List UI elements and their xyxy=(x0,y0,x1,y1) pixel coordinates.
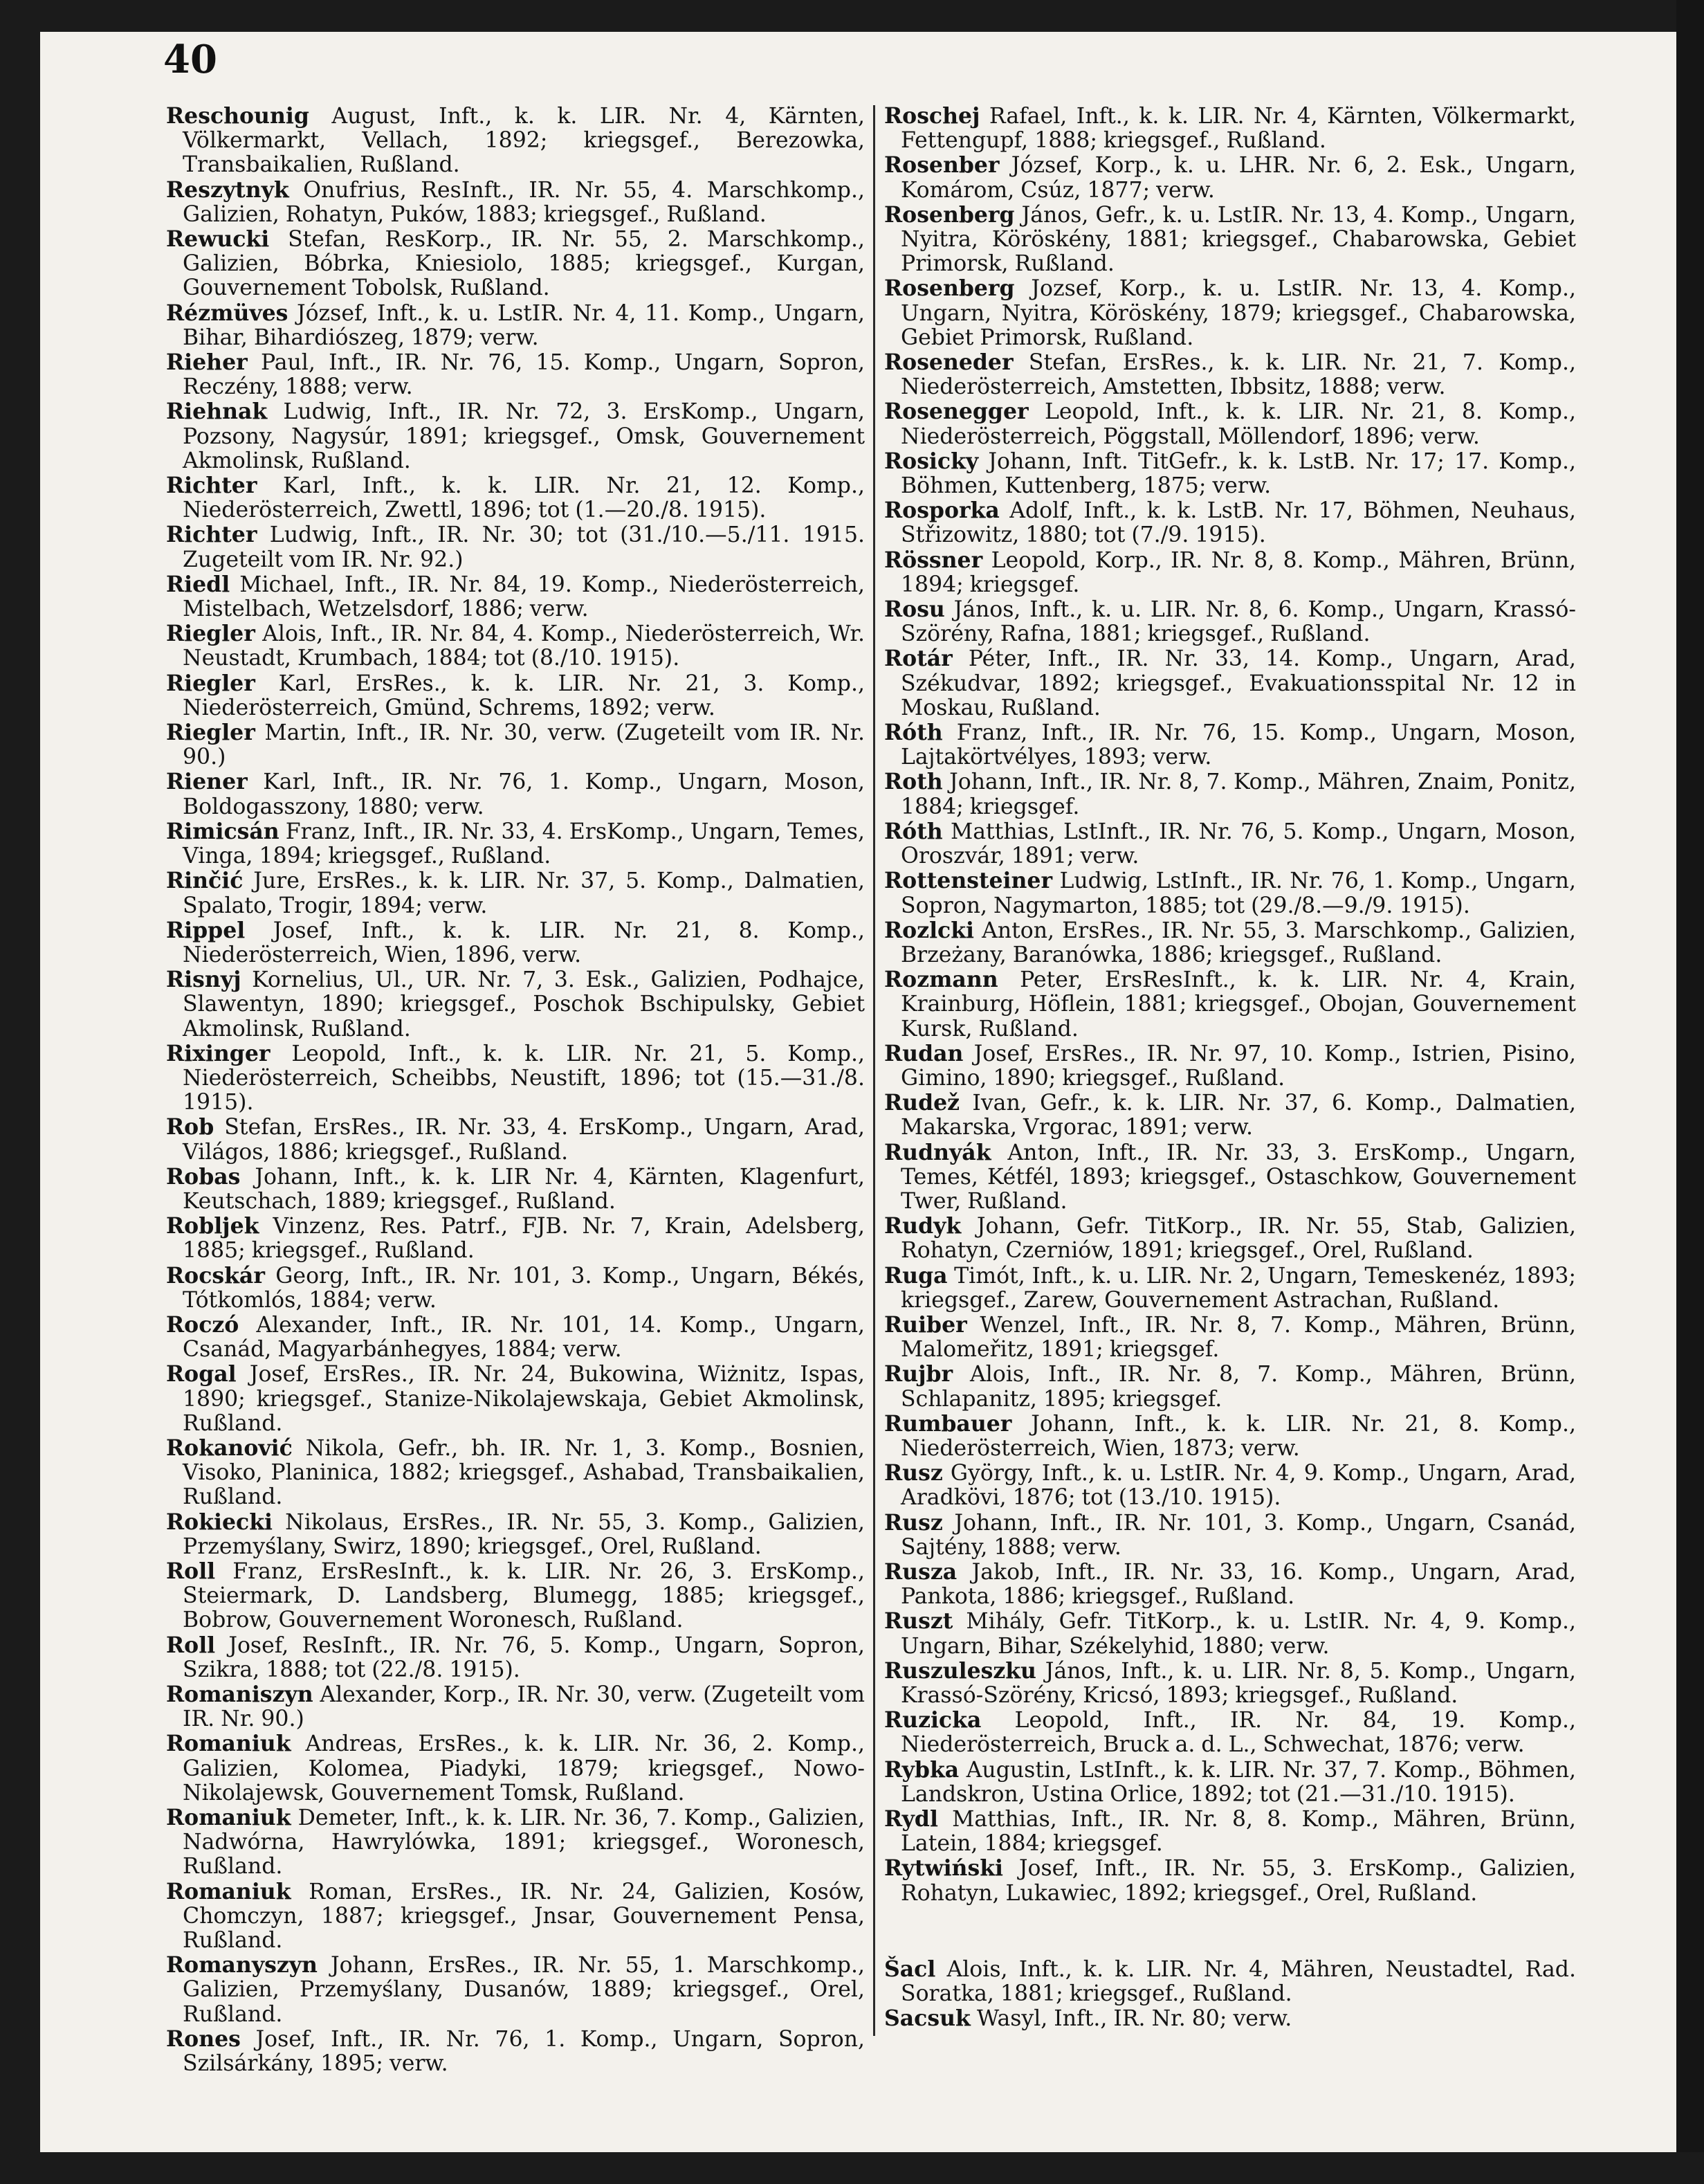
entry-details: Johann, Gefr. TitKorp., IR. Nr. 55, Stab, Galizien, Rohatyn, Czerniów, 1891; kriegsgef., Orel, Rußland. xyxy=(901,1214,1576,1264)
entry-details: Ludwig, Inft., IR. Nr. 30; tot (31./10.—5./11. 1915. Zugeteilt vom IR. Nr. 92.) xyxy=(183,522,865,572)
entry-surname: Richter xyxy=(166,522,257,548)
register-entry xyxy=(166,1880,865,1954)
register-entry xyxy=(166,770,865,819)
scan-border-right xyxy=(1676,0,1704,2184)
entry-details: Karl, Inft., k. k. LIR. Nr. 21, 12. Komp., Niederösterreich, Zwettl, 1896; tot (1.—20./8. 1915). xyxy=(183,473,865,523)
register-entry xyxy=(884,399,1576,448)
entry-details: Andreas, ErsRes., k. k. LIR. Nr. 36, 2. Komp., Galizien, Kolomea, Piadyki, 1879; kriegsgef., Nowo-Nikolajewsk, Gouvernement Tomsk, Rußland. xyxy=(183,1731,865,1805)
entry-surname: Riedl xyxy=(166,571,230,597)
entry-details: János, Inft., k. u. LIR. Nr. 8, 5. Komp., Ungarn, Krassó-Szörény, Kricsó, 1893; kriegsgef., Rußland. xyxy=(901,1658,1576,1708)
entry-surname: Šacl xyxy=(884,1956,936,1982)
entry-surname: Rocskár xyxy=(166,1262,265,1289)
register-entry xyxy=(166,227,865,301)
register-entry xyxy=(884,720,1576,770)
entry-details: Franz, ErsResInft., k. k. LIR. Nr. 26, 3. ErsKomp., Steiermark, D. Landsberg, Blumegg, 1885; kriegsgef., Bobrow, Gouvernement Woronesch, Rußland. xyxy=(183,1558,865,1633)
entry-details: Jozsef, Korp., k. u. LstIR. Nr. 13, 4. Komp., Ungarn, Nyitra, Köröskény, 1879; kriegsgef., Chabarowska, Gebiet Primorsk, Rußland. xyxy=(901,276,1576,350)
entry-surname: Roseneder xyxy=(884,349,1014,376)
entry-surname: Riehnak xyxy=(166,399,268,425)
register-entry xyxy=(166,473,865,522)
page-number: 40 xyxy=(163,37,217,82)
entry-details: Kornelius, Ul., UR. Nr. 7, 3. Esk., Galizien, Podhajce, Slawentyn, 1890; kriegsgef., Poschok Bschipulsky, Gebiet Akmolinsk, Rußland. xyxy=(183,967,865,1041)
register-entry xyxy=(166,1165,865,1214)
entry-surname: Roll xyxy=(166,1558,216,1584)
scan-border-bottom xyxy=(0,2152,1704,2184)
entry-surname: Roth xyxy=(884,769,943,795)
entry-details: Péter, Inft., IR. Nr. 33, 14. Komp., Ungarn, Arad, Székudvar, 1892; kriegsgef., Evakuationsspital Nr. 12 in Moskau, Rußland. xyxy=(901,646,1576,720)
entry-surname: Roll xyxy=(166,1632,216,1658)
entry-surname: Rosenberg xyxy=(884,201,1015,228)
scan-border-left xyxy=(0,0,40,2184)
register-entry xyxy=(166,2027,865,2076)
register-entry xyxy=(166,671,865,720)
entry-details: Alois, Inft., k. k. LIR. Nr. 4, Mähren, Neustadtel, Rad. Soratka, 1881; kriegsgef., Rußland. xyxy=(901,1956,1576,2007)
entry-surname: Rotár xyxy=(884,646,953,672)
entry-details: Franz, Inft., IR. Nr. 33, 4. ErsKomp., Ungarn, Temes, Vinga, 1894; kriegsgef., Rußland. xyxy=(183,819,865,869)
entry-details: Alois, Inft., IR. Nr. 8, 7. Komp., Mähren, Brünn, Schlapanitz, 1895; kriegsgef. xyxy=(901,1362,1576,1412)
entry-details: Alexander, Inft., IR. Nr. 101, 14. Komp., Ungarn, Csanád, Magyarbánhegyes, 1884; verw. xyxy=(183,1312,865,1363)
entry-details: Ludwig, LstInft., IR. Nr. 76, 1. Komp., Ungarn, Sopron, Nagymarton, 1885; tot (29./8.—9./9. 1915). xyxy=(901,868,1576,918)
entry-details: Michael, Inft., IR. Nr. 84, 19. Komp., Niederösterreich, Mistelbach, Wetzelsdorf, 1886; verw. xyxy=(183,572,865,622)
entry-details: Jakob, Inft., IR. Nr. 33, 16. Komp., Ungarn, Arad, Pankota, 1886; kriegsgef., Rußland. xyxy=(901,1559,1576,1610)
entry-surname: Rosenegger xyxy=(884,399,1029,425)
entry-details: Anton, ErsRes., IR. Nr. 55, 3. Marschkomp., Galizien, Brzeżany, Baranówka, 1886; kriegsgef., Rußland. xyxy=(901,918,1576,967)
entry-details: Johann, Inft., IR. Nr. 101, 3. Komp., Ungarn, Csanád, Sajtény, 1888; verw. xyxy=(901,1510,1576,1560)
entry-surname: Roschej xyxy=(884,103,980,129)
entry-surname: Risnyj xyxy=(166,967,241,993)
register-entry xyxy=(166,104,865,178)
entry-surname: Róth xyxy=(884,818,943,844)
entry-details: Stefan, ErsRes., k. k. LIR. Nr. 21, 7. Komp., Niederösterreich, Amstetten, Ibbsitz, 1888; verw. xyxy=(901,350,1576,400)
entry-surname: Sacsuk xyxy=(884,2005,971,2032)
entry-surname: Róth xyxy=(884,720,943,746)
entry-surname: Ruiber xyxy=(884,1311,967,1338)
register-entry xyxy=(166,720,865,770)
entry-surname: Romaniszyn xyxy=(166,1682,313,1707)
entry-surname: Romanyszyn xyxy=(166,1952,318,1978)
entry-details: Josef, Inft., IR. Nr. 76, 1. Komp., Ungarn, Sopron, Szilsárkány, 1895; verw. xyxy=(183,2026,865,2077)
entry-surname: Rössner xyxy=(884,547,983,573)
entry-details: Martin, Inft., IR. Nr. 30, verw. (Zugeteilt vom IR. Nr. 90.) xyxy=(183,720,865,770)
entry-details: Alois, Inft., IR. Nr. 84, 4. Komp., Niederösterreich, Wr. Neustadt, Krumbach, 1884; tot (8./10. 1915). xyxy=(183,621,865,671)
entry-details: Anton, Inft., IR. Nr. 33, 3. ErsKomp., Ungarn, Temes, Kétfél, 1893; kriegsgef., Ostaschkow, Gouvernement Twer, Rußland. xyxy=(901,1140,1576,1214)
register-entry xyxy=(166,1682,865,1731)
entry-details: Jure, ErsRes., k. k. LIR. Nr. 37, 5. Komp., Dalmatien, Spalato, Trogir, 1894; verw. xyxy=(183,868,865,918)
register-entry xyxy=(884,967,1576,1041)
entry-details: Nikola, Gefr., bh. IR. Nr. 1, 3. Komp., Bosnien, Visoko, Planinica, 1882; kriegsgef., Ashabad, Transbaikalien, Rußland. xyxy=(183,1435,865,1510)
register-entry xyxy=(166,1362,865,1436)
entry-details: Augustin, LstInft., k. k. LIR. Nr. 37, 7. Komp., Böhmen, Landskron, Ustina Orlice, 1892; tot (21.—31./10. 1915). xyxy=(901,1757,1576,1807)
register-entry xyxy=(884,1560,1576,1609)
entry-surname: Rokanović xyxy=(166,1435,293,1461)
register-entry xyxy=(166,572,865,621)
register-entry xyxy=(884,449,1576,498)
entry-surname: Rinčić xyxy=(166,868,244,894)
entry-surname: Rytwiński xyxy=(884,1855,1003,1882)
entry-surname: Romaniuk xyxy=(166,1731,291,1757)
entry-details: Johann, Inft., IR. Nr. 8, 7. Komp., Mähren, Znaim, Ponitz, 1884; kriegsgef. xyxy=(901,770,1576,819)
register-entry xyxy=(166,868,865,918)
entry-surname: Rewucki xyxy=(166,226,270,253)
entry-surname: Rydl xyxy=(884,1806,938,1832)
entry-surname: Rixinger xyxy=(166,1040,271,1066)
entry-details: Wasyl, Inft., IR. Nr. 80; verw. xyxy=(970,2006,1292,2032)
register-entry xyxy=(166,819,865,868)
entry-details: Josef, ResInft., IR. Nr. 76, 5. Komp., Ungarn, Sopron, Szikra, 1888; tot (22./8. 1915). xyxy=(183,1632,865,1682)
register-entry xyxy=(166,621,865,671)
entry-details: József, Korp., k. u. LHR. Nr. 6, 2. Esk., Ungarn, Komárom, Csúz, 1877; verw. xyxy=(901,153,1576,203)
entry-surname: Rosporka xyxy=(884,498,1000,524)
entry-surname: Rimicsán xyxy=(166,818,280,844)
register-entry xyxy=(884,819,1576,868)
entry-details: Johann, ErsRes., IR. Nr. 55, 1. Marschkomp., Galizien, Przemyślany, Dusanów, 1889; kriegsgef., Orel, Rußland. xyxy=(183,1953,865,2027)
section-gap xyxy=(884,1906,1576,1957)
entry-details: Johann, Inft. TitGefr., k. k. LstB. Nr. 17; 17. Komp., Böhmen, Kuttenberg, 1875; verw. xyxy=(901,448,1576,499)
entry-surname: Robljek xyxy=(166,1213,259,1239)
register-entry xyxy=(884,1041,1576,1091)
entry-surname: Rudan xyxy=(884,1040,964,1066)
register-entry xyxy=(884,1659,1576,1708)
register-entry xyxy=(166,1510,865,1559)
entry-surname: Rozlcki xyxy=(884,917,975,943)
register-entry xyxy=(166,399,865,473)
entry-surname: Rusz xyxy=(884,1460,943,1486)
register-entry xyxy=(884,1264,1576,1313)
entry-details: Johann, Inft., k. k. LIR. Nr. 21, 8. Komp., Niederösterreich, Wien, 1873; verw. xyxy=(901,1411,1576,1461)
entry-surname: Riegler xyxy=(166,621,255,647)
entry-details: Vinzenz, Res. Patrf., FJB. Nr. 7, Krain, Adelsberg, 1885; kriegsgef., Rußland. xyxy=(183,1214,865,1264)
entry-details: Josef, Inft., IR. Nr. 55, 3. ErsKomp., Galizien, Rohatyn, Lukawiec, 1892; kriegsgef., Orel, Rußland. xyxy=(901,1856,1576,1906)
entry-surname: Reschounig xyxy=(166,103,309,129)
entry-surname: Ruga xyxy=(884,1262,948,1289)
entry-details: Karl, Inft., IR. Nr. 76, 1. Komp., Ungarn, Moson, Boldogasszony, 1880; verw. xyxy=(183,770,865,819)
register-entry xyxy=(884,1758,1576,1807)
register-entry xyxy=(884,1091,1576,1140)
register-entry xyxy=(884,548,1576,597)
entry-surname: Rogal xyxy=(166,1361,237,1387)
entry-details: Leopold, Inft., k. k. LIR. Nr. 21, 5. Komp., Niederösterreich, Scheibbs, Neustift, 1896; tot (15.—31./8. 1915). xyxy=(183,1041,865,1116)
register-entry xyxy=(166,967,865,1041)
register-entry xyxy=(884,1214,1576,1263)
entry-surname: Riegler xyxy=(166,720,255,746)
register-entry xyxy=(166,1805,865,1880)
scan-border-top xyxy=(0,0,1704,32)
register-entry xyxy=(884,276,1576,350)
entry-details: Stefan, ResKorp., IR. Nr. 55, 2. Marschkomp., Galizien, Bóbrka, Kniesiolo, 1885; kriegsgef., Kurgan, Gouvernement Tobolsk, Rußland. xyxy=(183,227,865,301)
entry-surname: Rosenberg xyxy=(884,275,1015,302)
entry-surname: Rudyk xyxy=(884,1213,962,1239)
register-entry xyxy=(884,1313,1576,1362)
entry-surname: Rottensteiner xyxy=(884,868,1053,894)
entry-surname: Rones xyxy=(166,2026,241,2052)
register-entry xyxy=(884,770,1576,819)
entry-details: Adolf, Inft., k. k. LstB. Nr. 17, Böhmen, Neuhaus, Střizowitz, 1880; tot (7./9. 1915). xyxy=(901,498,1576,548)
register-entry xyxy=(166,178,865,227)
register-entry xyxy=(884,1140,1576,1214)
entry-surname: Rieher xyxy=(166,349,248,376)
entry-surname: Rudež xyxy=(884,1090,960,1116)
register-entry xyxy=(884,1609,1576,1658)
entry-details: Stefan, ErsRes., IR. Nr. 33, 4. ErsKomp., Ungarn, Arad, Világos, 1886; kriegsgef., Rußland. xyxy=(183,1115,865,1165)
register-entry xyxy=(884,918,1576,967)
entry-surname: Rosenber xyxy=(884,152,1000,179)
entry-details: Ludwig, Inft., IR. Nr. 72, 3. ErsKomp., Ungarn, Pozsony, Nagysúr, 1891; kriegsgef., Omsk, Gouvernement Akmolinsk, Rußland. xyxy=(183,399,865,473)
entry-surname: Roczó xyxy=(166,1311,239,1338)
entry-surname: Ruszuleszku xyxy=(884,1657,1036,1684)
entry-surname: Rusza xyxy=(884,1558,958,1585)
register-entry xyxy=(884,1856,1576,1905)
entry-details: Leopold, Inft., k. k. LIR. Nr. 21, 8. Komp., Niederösterreich, Pöggstall, Möllendorf, 1896; verw. xyxy=(901,399,1576,449)
left-column xyxy=(166,104,865,2076)
right-column xyxy=(884,104,1576,2031)
entry-surname: Rozmann xyxy=(884,967,998,993)
register-entry xyxy=(884,868,1576,918)
register-entry xyxy=(884,498,1576,547)
entry-surname: Ruzicka xyxy=(884,1707,982,1733)
register-entry xyxy=(884,1511,1576,1560)
entry-details: Georg, Inft., IR. Nr. 101, 3. Komp., Ungarn, Békés, Tótkomlós, 1884; verw. xyxy=(183,1263,865,1313)
entry-surname: Robas xyxy=(166,1163,241,1190)
entry-details: Rafael, Inft., k. k. LIR. Nr. 4, Kärnten, Völkermarkt, Fettengupf, 1888; kriegsgef., Rußland. xyxy=(901,104,1576,154)
entry-surname: Rudnyák xyxy=(884,1139,991,1165)
entry-details: Matthias, Inft., IR. Nr. 8, 8. Komp., Mähren, Brünn, Latein, 1884; kriegsgef. xyxy=(901,1807,1576,1857)
register-entry xyxy=(884,350,1576,399)
entry-details: György, Inft., k. u. LstIR. Nr. 4, 9. Komp., Ungarn, Arad, Aradkövi, 1876; tot (13./10. 1915). xyxy=(901,1461,1576,1511)
entry-details: Josef, Inft., k. k. LIR. Nr. 21, 8. Komp., Niederösterreich, Wien, 1896, verw. xyxy=(183,918,865,967)
register-entry xyxy=(884,153,1576,202)
register-entry xyxy=(884,597,1576,646)
register-entry xyxy=(166,1731,865,1805)
register-entry xyxy=(166,522,865,572)
entry-surname: Rybka xyxy=(884,1756,960,1783)
register-entry xyxy=(166,1559,865,1633)
entry-details: Peter, ErsResInft., k. k. LIR. Nr. 4, Krain, Krainburg, Höflein, 1881; kriegsgef., Obojan, Gouvernement Kursk, Rußland. xyxy=(901,967,1576,1041)
entry-surname: Rézmüves xyxy=(166,300,288,326)
entry-surname: Riegler xyxy=(166,670,255,696)
register-entry xyxy=(884,1708,1576,1757)
entry-details: József, Inft., k. u. LstIR. Nr. 4, 11. Komp., Ungarn, Bihar, Bihardiószeg, 1879; verw. xyxy=(183,300,865,350)
entry-details: Karl, ErsRes., k. k. LIR. Nr. 21, 3. Komp., Niederösterreich, Gmünd, Schrems, 1892; verw. xyxy=(183,671,865,720)
entry-details: Alexander, Korp., IR. Nr. 30, verw. (Zugeteilt vom IR. Nr. 90.) xyxy=(183,1682,865,1732)
entry-details: Matthias, LstInft., IR. Nr. 76, 5. Komp., Ungarn, Moson, Oroszvár, 1891; verw. xyxy=(901,819,1576,869)
register-entry xyxy=(884,646,1576,720)
register-entry xyxy=(166,1214,865,1263)
entry-surname: Rosu xyxy=(884,597,945,623)
register-entry xyxy=(884,1461,1576,1510)
entry-details: Nikolaus, ErsRes., IR. Nr. 55, 3. Komp., Galizien, Przemyślany, Swirz, 1890; kriegsgef., Orel, Rußland. xyxy=(183,1509,865,1559)
register-entry xyxy=(884,203,1576,277)
entry-details: Leopold, Korp., IR. Nr. 8, 8. Komp., Mähren, Brünn, 1894; kriegsgef. xyxy=(901,547,1576,597)
entry-surname: Rob xyxy=(166,1114,214,1140)
entry-surname: Riener xyxy=(166,769,248,795)
register-entry xyxy=(166,350,865,399)
entry-details: Johann, Inft., k. k. LIR Nr. 4, Kärnten, Klagenfurt, Keutschach, 1889; kriegsgef., Rußland. xyxy=(183,1164,865,1214)
entry-surname: Ruszt xyxy=(884,1608,953,1635)
register-entry xyxy=(884,2006,1576,2031)
register-entry xyxy=(166,301,865,350)
register-entry xyxy=(166,1436,865,1510)
entry-surname: Rumbauer xyxy=(884,1410,1012,1437)
register-entry xyxy=(884,1362,1576,1411)
entry-details: Onufrius, ResInft., IR. Nr. 55, 4. Marschkomp., Galizien, Rohatyn, Puków, 1883; kriegsgef., Rußland. xyxy=(183,177,865,227)
entry-details: August, Inft., k. k. LIR. Nr. 4, Kärnten, Völkermarkt, Vellach, 1892; kriegsgef., Berezowka, Transbaikalien, Rußland. xyxy=(183,104,865,178)
entry-details: Mihály, Gefr. TitKorp., k. u. LstIR. Nr. 4, 9. Komp., Ungarn, Bihar, Székelyhid, 1880; verw. xyxy=(901,1609,1576,1659)
entry-surname: Richter xyxy=(166,473,257,499)
entry-details: Paul, Inft., IR. Nr. 76, 15. Komp., Ungarn, Sopron, Reczény, 1888; verw. xyxy=(183,350,865,400)
register-entry xyxy=(884,1412,1576,1461)
register-entry xyxy=(166,1633,865,1682)
register-entry xyxy=(166,1041,865,1116)
register-entry xyxy=(884,1807,1576,1856)
entry-details: Ivan, Gefr., k. k. LIR. Nr. 37, 6. Komp., Dalmatien, Makarska, Vrgorac, 1891; verw. xyxy=(901,1091,1576,1140)
entry-details: Josef, ErsRes., IR. Nr. 97, 10. Komp., Istrien, Pisino, Gimino, 1890; kriegsgef., Rußland. xyxy=(901,1041,1576,1091)
entry-surname: Rujbr xyxy=(884,1361,953,1387)
entry-details: Franz, Inft., IR. Nr. 76, 15. Komp., Ungarn, Moson, Lajtakörtvélyes, 1893; verw. xyxy=(901,720,1576,770)
entry-surname: Reszytnyk xyxy=(166,176,289,203)
register-entry xyxy=(166,918,865,967)
entry-details: Roman, ErsRes., IR. Nr. 24, Galizien, Kosów, Chomczyn, 1887; kriegsgef., Jnsar, Gouvernement Pensa, Rußland. xyxy=(183,1879,865,1954)
entry-details: Leopold, Inft., IR. Nr. 84, 19. Komp., Niederösterreich, Bruck a. d. L., Schwechat, 1876; verw. xyxy=(901,1708,1576,1758)
entry-surname: Rippel xyxy=(166,917,246,943)
register-entry xyxy=(884,1957,1576,2006)
entry-surname: Rusz xyxy=(884,1509,943,1536)
entry-details: Wenzel, Inft., IR. Nr. 8, 7. Komp., Mähren, Brünn, Malomeřitz, 1891; kriegsgef. xyxy=(901,1312,1576,1363)
register-entry xyxy=(166,1953,865,2027)
register-entry xyxy=(166,1115,865,1164)
register-entry xyxy=(884,104,1576,153)
entry-details: Timót, Inft., k. u. LIR. Nr. 2, Ungarn, Temeskenéz, 1893; kriegsgef., Zarew, Gouvernement Astrachan, Rußland. xyxy=(901,1263,1576,1313)
entry-surname: Rokiecki xyxy=(166,1509,273,1535)
entry-details: Josef, ErsRes., IR. Nr. 24, Bukowina, Wiżnitz, Ispas, 1890; kriegsgef., Stanize-Nikolajewskaja, Gebiet Akmolinsk, Rußland. xyxy=(183,1362,865,1436)
entry-surname: Rosicky xyxy=(884,448,979,474)
entry-details: Demeter, Inft., k. k. LIR. Nr. 36, 7. Komp., Galizien, Nadwórna, Hawrylówka, 1891; kriegsgef., Woronesch, Rußland. xyxy=(183,1805,865,1880)
entry-details: János, Gefr., k. u. LstIR. Nr. 13, 4. Komp., Ungarn, Nyitra, Köröskény, 1881; kriegsgef., Chabarowska, Gebiet Primorsk, Rußland. xyxy=(901,202,1576,277)
entry-details: János, Inft., k. u. LIR. Nr. 8, 6. Komp., Ungarn, Krassó-Szörény, Rafna, 1881; kriegsgef., Rußland. xyxy=(901,597,1576,647)
register-entry xyxy=(166,1313,865,1362)
entry-surname: Romaniuk xyxy=(166,1878,291,1904)
entry-surname: Romaniuk xyxy=(166,1805,291,1831)
register-entry xyxy=(166,1264,865,1313)
column-divider xyxy=(873,105,875,2036)
